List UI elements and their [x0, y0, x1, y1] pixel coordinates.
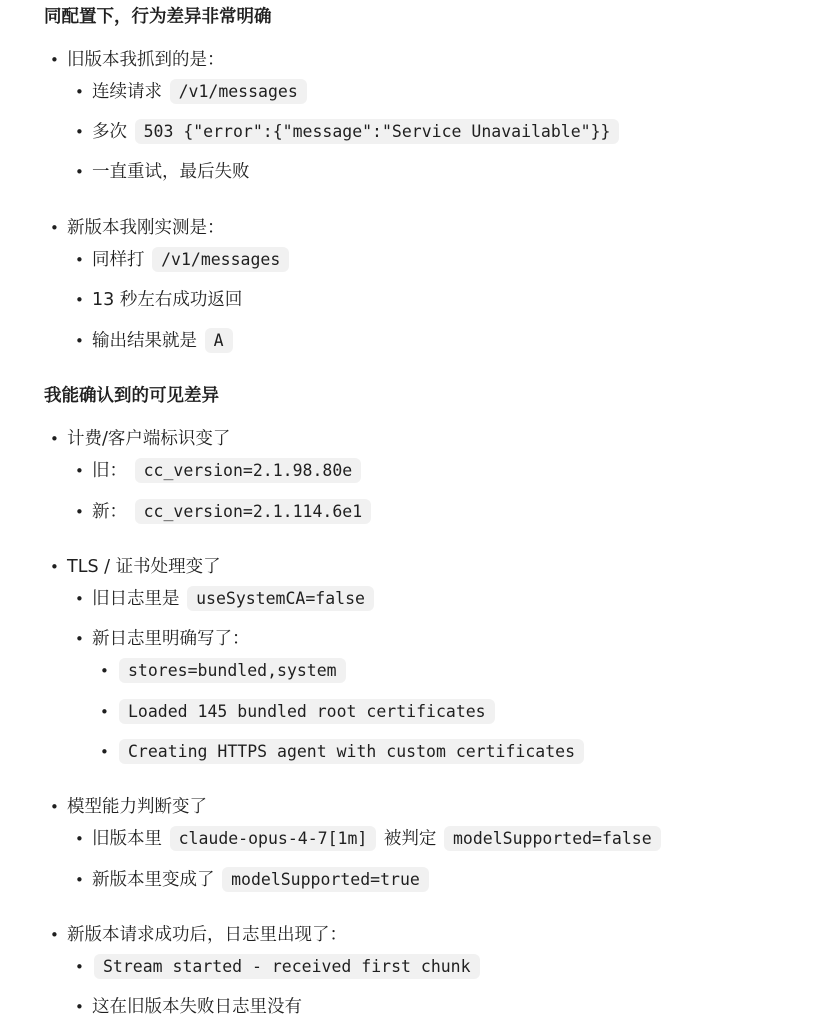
inline-code: 503 {"error":{"message":"Service Unavailable"}} [135, 119, 620, 144]
list-item-new-version: • 新版本我刚实测是： [50, 218, 225, 238]
inline-code: cc_version=2.1.114.6e1 [135, 499, 372, 524]
list-item-stream-absent: • 这在旧版本失败日志里没有 [75, 997, 302, 1017]
list-item-billing-new: • 新： cc_version=2.1.114.6e1 [75, 497, 373, 527]
list-item-stream-started: • Stream started - received first chunk [75, 952, 482, 982]
inline-code: /v1/messages [152, 247, 289, 272]
inline-code: cc_version=2.1.98.80e [135, 458, 362, 483]
list-item-tls-agent: • Creating HTTPS agent with custom certificates [100, 737, 586, 767]
inline-code: /v1/messages [170, 79, 307, 104]
list-item-tls-loaded: • Loaded 145 bundled root certificates [100, 697, 497, 727]
list-item-model-new: • 新版本里变成了 modelSupported=true [75, 865, 431, 895]
list-item-billing: • 计费/客户端标识变了 [50, 429, 231, 449]
list-item-old-retry: • 一直重试，最后失败 [75, 162, 250, 182]
inline-code: stores=bundled,system [119, 658, 346, 683]
inline-code: modelSupported=true [222, 867, 429, 892]
inline-code: Loaded 145 bundled root certificates [119, 699, 495, 724]
inline-code: claude-opus-4-7[1m] [170, 826, 377, 851]
section-heading-differences: 我能确认到的可见差异 [44, 386, 219, 406]
inline-code: modelSupported=false [444, 826, 661, 851]
inline-code: A [205, 328, 233, 353]
inline-code: Stream started - received first chunk [94, 954, 480, 979]
list-item-old-request: • 连续请求 /v1/messages [75, 77, 309, 107]
list-item-stream: • 新版本请求成功后，日志里出现了： [50, 925, 347, 945]
list-item-tls: • TLS / 证书处理变了 [50, 557, 221, 577]
list-item-old-503: • 多次 503 {"error":{"message":"Service Unavailable"}} [75, 117, 621, 147]
list-item-new-13s: • 13 秒左右成功返回 [75, 290, 243, 310]
section-heading-behavior: 同配置下，行为差异非常明确 [44, 7, 272, 27]
list-item-model-old: • 旧版本里 claude-opus-4-7[1m] 被判定 modelSupported=false [75, 824, 663, 854]
list-item-tls-old: • 旧日志里是 useSystemCA=false [75, 584, 376, 614]
list-item-billing-old: • 旧： cc_version=2.1.98.80e [75, 456, 363, 486]
list-item-new-output: • 输出结果就是 A [75, 326, 235, 356]
list-item-tls-new: • 新日志里明确写了： [75, 629, 250, 649]
inline-code: Creating HTTPS agent with custom certificates [119, 739, 584, 764]
inline-code: useSystemCA=false [187, 586, 374, 611]
list-item-old-version: • 旧版本我抓到的是： [50, 50, 225, 70]
list-item-model: • 模型能力判断变了 [50, 797, 207, 817]
list-item-tls-stores: • stores=bundled,system [100, 656, 348, 686]
list-item-new-request: • 同样打 /v1/messages [75, 245, 291, 275]
